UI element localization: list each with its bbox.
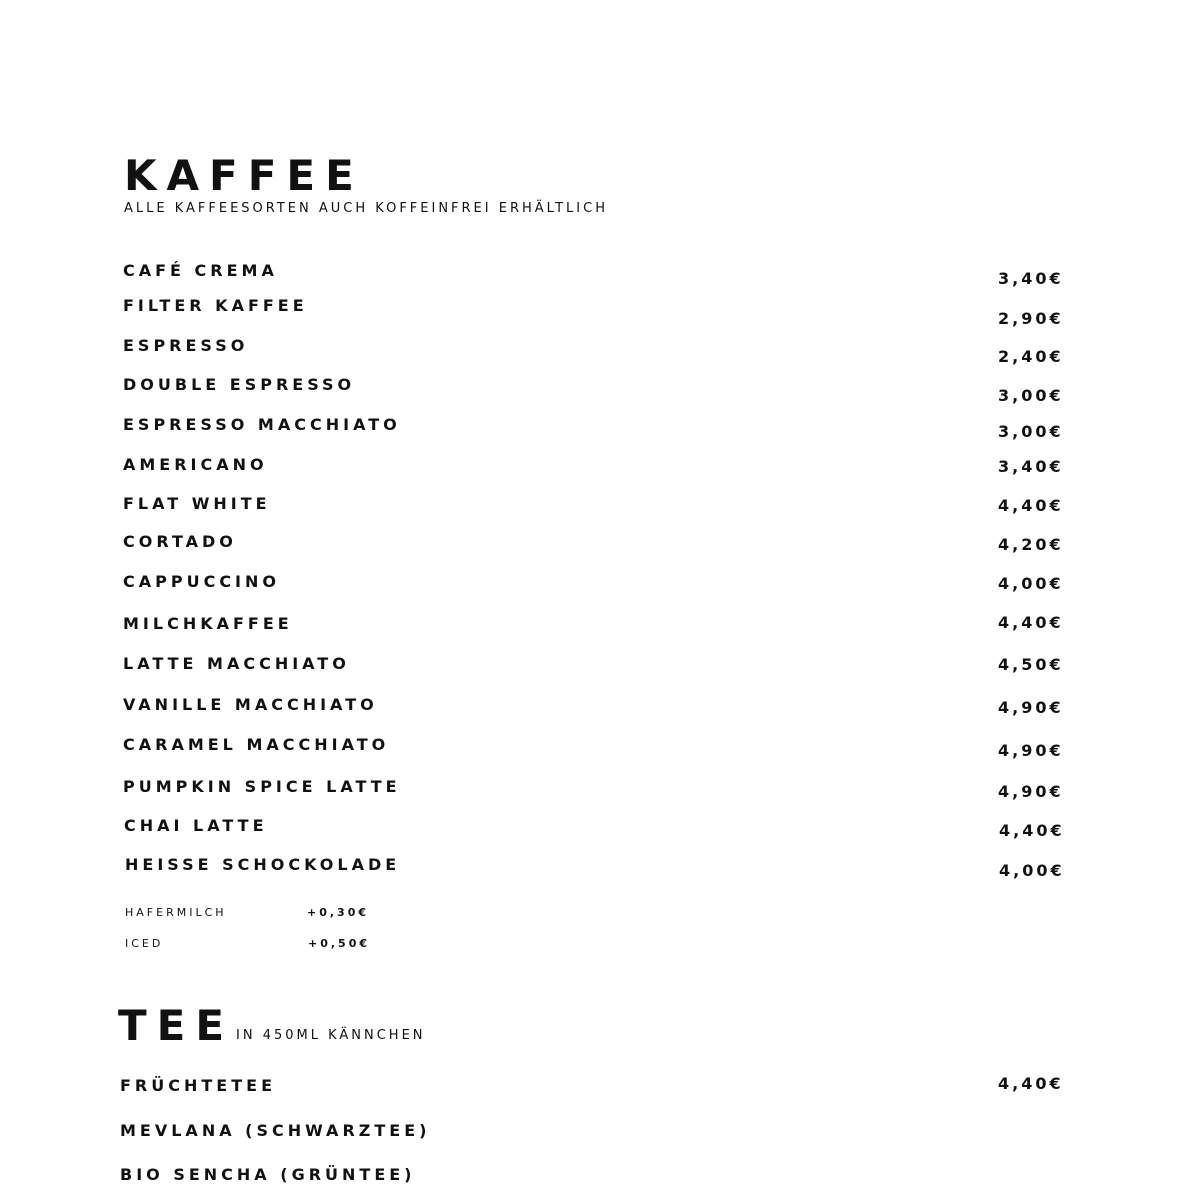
menu-item-name: CAFÉ CREMA xyxy=(123,261,278,280)
tee-subtitle: IN 450ML KÄNNCHEN xyxy=(236,1028,426,1043)
extra-name: ICED xyxy=(125,937,164,950)
tee-title: TEE xyxy=(118,1001,235,1050)
menu-item-price: 4,40€ xyxy=(999,821,1065,840)
menu-item-price: 3,00€ xyxy=(998,422,1064,441)
tee-price: 4,40€ xyxy=(998,1074,1064,1093)
menu-item-name: CHAI LATTE xyxy=(124,816,268,835)
extra-name: HAFERMILCH xyxy=(125,906,227,919)
menu-item-name: CAPPUCCINO xyxy=(123,572,280,591)
menu-item-price: 4,40€ xyxy=(998,613,1064,632)
menu-item-name: DOUBLE ESPRESSO xyxy=(123,375,356,394)
menu-item-name: CORTADO xyxy=(123,532,237,551)
extra-price: +0,50€ xyxy=(308,937,371,950)
menu-item-name: MEVLANA (SCHWARZTEE) xyxy=(120,1121,431,1140)
menu-item-price: 3,40€ xyxy=(998,269,1064,288)
menu-item-price: 2,90€ xyxy=(998,309,1064,328)
menu-item-name: ESPRESSO xyxy=(123,336,249,355)
kaffee-subtitle: ALLE KAFFEESORTEN AUCH KOFFEINFREI ERHÄLTLICH xyxy=(124,201,608,216)
menu-item-name: FLAT WHITE xyxy=(123,494,271,513)
menu-item-price: 4,40€ xyxy=(998,496,1064,515)
menu-item-name: HEISSE SCHOCKOLADE xyxy=(125,855,401,874)
menu-item-name: CARAMEL MACCHIATO xyxy=(123,735,390,754)
menu-item-name: ESPRESSO MACCHIATO xyxy=(123,415,401,434)
menu-item-price: 4,00€ xyxy=(998,574,1064,593)
menu-item-price: 4,90€ xyxy=(998,741,1064,760)
menu-item-price: 3,00€ xyxy=(998,386,1064,405)
menu-item-name: BIO SENCHA (GRÜNTEE) xyxy=(120,1165,416,1184)
kaffee-title: KAFFEE xyxy=(124,151,364,200)
menu-item-name: PUMPKIN SPICE LATTE xyxy=(123,777,401,796)
menu-item-name: AMERICANO xyxy=(123,455,268,474)
menu-item-price: 4,20€ xyxy=(998,535,1064,554)
menu-item-price: 3,40€ xyxy=(998,457,1064,476)
menu-item-name: MILCHKAFFEE xyxy=(123,614,293,633)
menu-item-name: FRÜCHTETEE xyxy=(120,1076,276,1095)
menu-item-name: VANILLE MACCHIATO xyxy=(123,695,378,714)
menu-item-price: 4,50€ xyxy=(998,655,1064,674)
menu-item-price: 4,90€ xyxy=(998,698,1064,717)
extra-price: +0,30€ xyxy=(307,906,370,919)
menu-item-name: LATTE MACCHIATO xyxy=(123,654,350,673)
menu-item-name: FILTER KAFFEE xyxy=(123,296,308,315)
menu-item-price: 4,00€ xyxy=(999,861,1065,880)
menu-item-price: 4,90€ xyxy=(998,782,1064,801)
menu-item-price: 2,40€ xyxy=(998,347,1064,366)
